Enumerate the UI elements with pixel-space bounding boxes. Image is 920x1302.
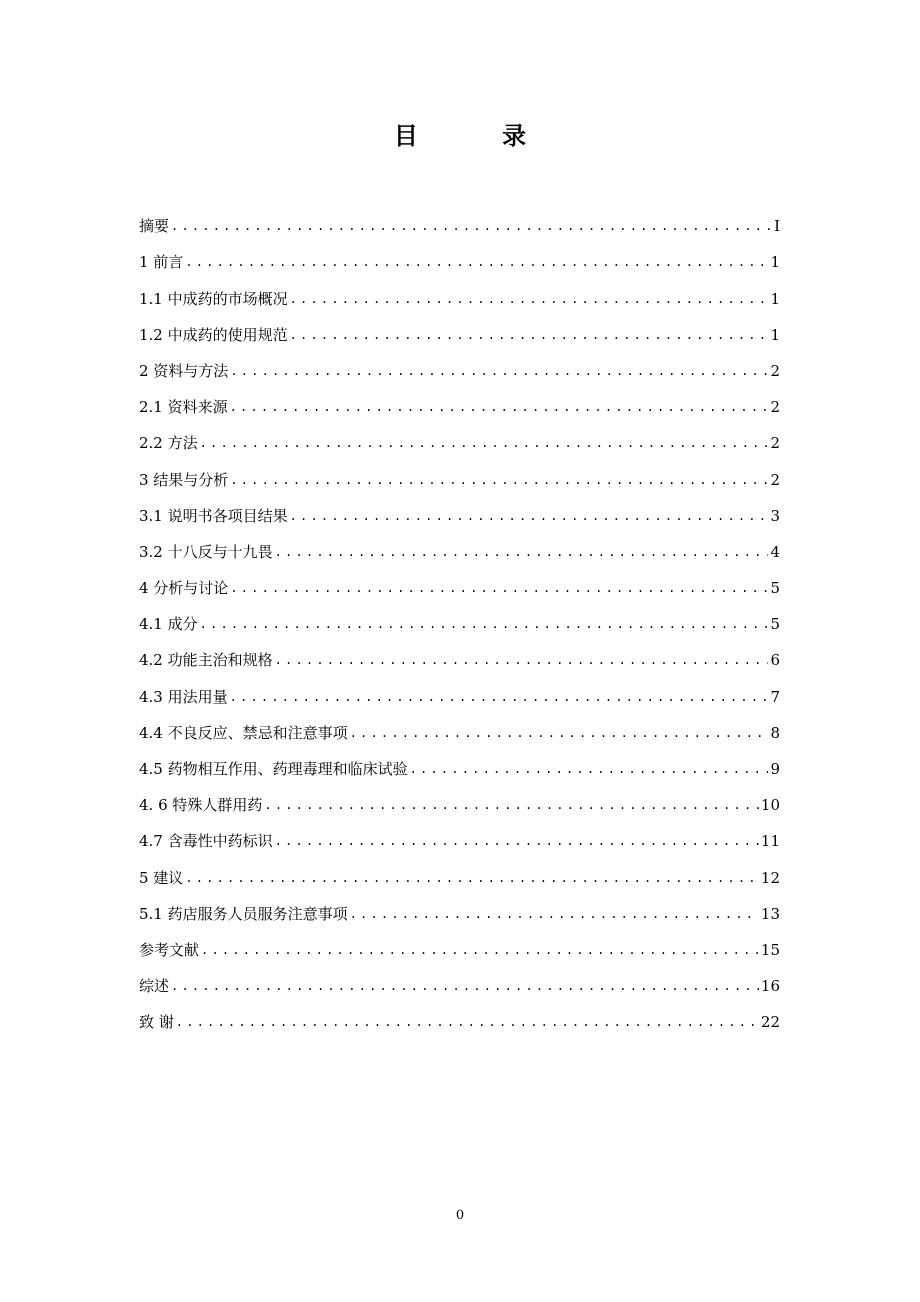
toc-entry-label: 4.4 不良反应、禁忌和注意事项	[139, 723, 348, 742]
toc-entry-label: 1.2 中成药的使用规范	[139, 325, 288, 344]
toc-entry[interactable]	[139, 751, 780, 787]
toc-entry-label: 3.1 说明书各项目结果	[139, 506, 288, 525]
toc-entry[interactable]	[139, 932, 780, 968]
page-title: 目 录	[393, 121, 565, 150]
toc-entry-page: 22	[760, 1013, 780, 1032]
toc-entry-page: 16	[760, 977, 780, 996]
toc-dot-leader	[350, 896, 759, 932]
toc-dot-leader	[275, 823, 759, 859]
toc-entry[interactable]	[139, 642, 780, 678]
toc-entry-label: 5.1 药店服务人员服务注意事项	[139, 904, 348, 923]
toc-entry-page: 7	[770, 687, 780, 706]
toc-entry-page: 2	[770, 434, 780, 453]
toc-dot-leader	[185, 244, 768, 280]
toc-entry[interactable]	[139, 317, 780, 353]
toc-entry[interactable]	[139, 678, 780, 714]
toc-entry[interactable]	[139, 606, 780, 642]
toc-entry-label: 4.7 含毒性中药标识	[139, 832, 273, 851]
toc-entry[interactable]	[139, 353, 780, 389]
toc-entry-label: 摘要	[139, 217, 170, 236]
toc-entry-label: 2.2 方法	[139, 434, 198, 453]
toc-entry[interactable]	[139, 498, 780, 534]
toc-dot-leader	[230, 570, 768, 606]
toc-entry-page: 5	[770, 615, 780, 634]
toc-entry-label: 2.1 资料来源	[139, 398, 228, 417]
toc-entry-page: 11	[760, 832, 780, 851]
toc-entry[interactable]	[139, 570, 780, 606]
toc-dot-leader	[201, 932, 759, 968]
toc-entry-label: 3 结果与分析	[139, 470, 229, 489]
toc-entry-page: 2	[770, 470, 780, 489]
toc-dot-leader	[350, 715, 769, 751]
toc-entry-page: 13	[760, 904, 780, 923]
toc-entry-page: 2	[770, 398, 780, 417]
toc-dot-leader	[230, 353, 768, 389]
toc-entry-page: 5	[770, 579, 780, 598]
toc-entry-label: 2 资料与方法	[139, 361, 229, 380]
page-number: 0	[455, 1208, 465, 1223]
toc-entry[interactable]	[139, 389, 780, 425]
toc-entry-label: 致 谢	[139, 1013, 174, 1032]
toc-entry-page: 15	[760, 940, 780, 959]
toc-entry-page: 4	[770, 542, 780, 561]
toc-entry-page: 2	[770, 361, 780, 380]
toc-dot-leader	[230, 462, 768, 498]
toc-entry-page: 1	[770, 253, 780, 272]
toc-entry-label: 4.2 功能主治和规格	[139, 651, 273, 670]
toc-entry-label: 综述	[139, 977, 170, 996]
toc-entry-label: 4. 6 特殊人群用药	[139, 796, 263, 815]
toc-entry-page: 1	[770, 289, 780, 308]
toc-dot-leader	[200, 606, 769, 642]
toc-entry[interactable]	[139, 534, 780, 570]
toc-entry[interactable]	[139, 461, 780, 497]
toc-dot-leader	[171, 968, 759, 1004]
toc-dot-leader	[264, 787, 759, 823]
toc-entry-page: 1	[770, 325, 780, 344]
toc-dot-leader	[290, 498, 769, 534]
toc-dot-leader	[171, 208, 770, 244]
toc-entry-label: 5 建议	[139, 868, 184, 887]
toc-entry[interactable]	[139, 1004, 780, 1040]
toc-entry-label: 参考文献	[139, 940, 200, 959]
toc-entry-label: 4.5 药物相互作用、药理毒理和临床试验	[139, 760, 408, 778]
toc-dot-leader	[410, 751, 769, 787]
toc-dot-leader	[275, 534, 769, 570]
toc-entry[interactable]	[139, 787, 780, 823]
toc-entry-label: 4.1 成分	[139, 615, 198, 634]
toc-entry-page: 3	[770, 506, 780, 525]
toc-dot-leader	[185, 860, 759, 896]
toc-entry-label: 3.2 十八反与十九畏	[139, 542, 273, 561]
toc-entry-page: 10	[760, 796, 780, 815]
toc-entry[interactable]	[139, 859, 780, 895]
toc-entry-page: 9	[770, 760, 780, 778]
toc-entry-page: I	[774, 217, 780, 236]
toc-entry[interactable]	[139, 244, 780, 280]
toc-entry-page: 6	[770, 651, 780, 670]
toc-entry[interactable]	[139, 208, 780, 244]
toc-entry[interactable]	[139, 823, 780, 859]
toc-entry[interactable]	[139, 968, 780, 1004]
toc-entry-page: 8	[770, 723, 780, 742]
toc-entry[interactable]	[139, 280, 780, 316]
toc-dot-leader	[230, 389, 769, 425]
table-of-contents	[139, 208, 780, 1040]
toc-dot-leader	[176, 1004, 759, 1040]
toc-entry-label: 1.1 中成药的市场概况	[139, 289, 288, 308]
toc-entry-page: 12	[760, 868, 780, 887]
toc-entry-label: 4.3 用法用量	[139, 687, 228, 706]
toc-entry[interactable]	[139, 715, 780, 751]
toc-dot-leader	[290, 281, 769, 317]
toc-dot-leader	[230, 679, 769, 715]
toc-dot-leader	[200, 425, 769, 461]
toc-entry[interactable]	[139, 425, 780, 461]
toc-entry-label: 1 前言	[139, 253, 184, 272]
toc-entry-label: 4 分析与讨论	[139, 579, 229, 598]
toc-entry[interactable]	[139, 896, 780, 932]
toc-dot-leader	[275, 642, 769, 678]
toc-dot-leader	[290, 317, 769, 353]
